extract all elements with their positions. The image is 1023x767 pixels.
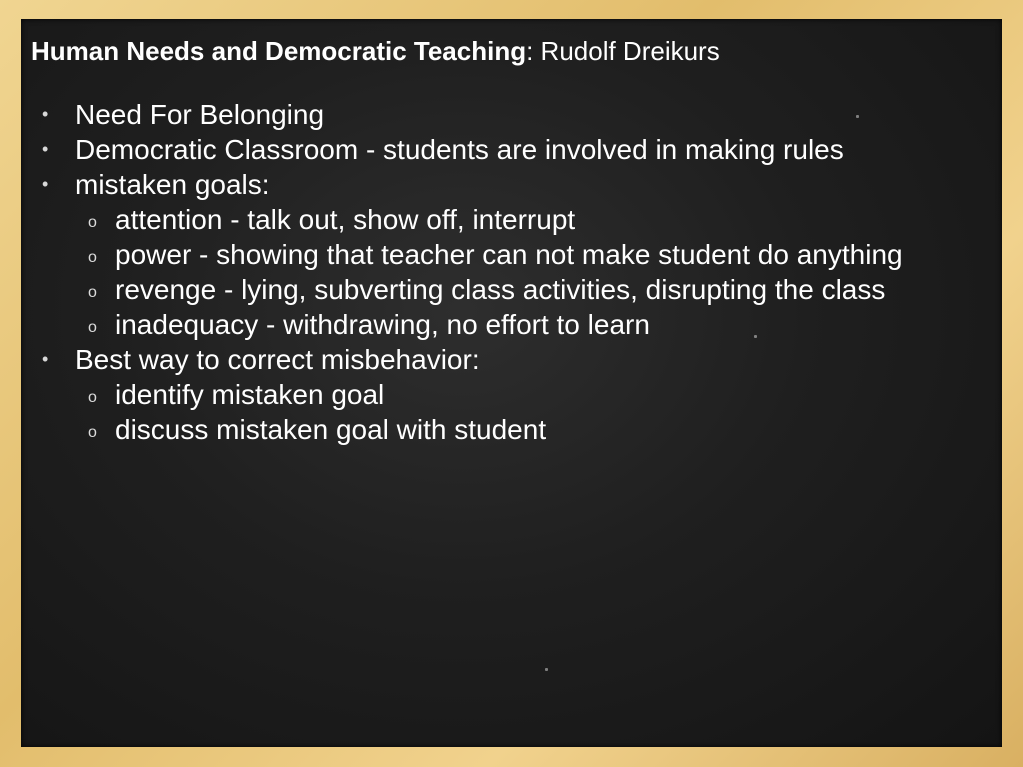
list-item-text: Best way to correct misbehavior: [75, 344, 480, 375]
list-item [31, 97, 992, 132]
sub-list-item-text: identify mistaken goal [115, 379, 385, 410]
title-author: : Rudolf Dreikurs [526, 36, 720, 66]
slide-title [31, 33, 992, 69]
sub-list-item [31, 307, 992, 342]
list-item-text: Need For Belonging [75, 99, 325, 130]
sub-list-item [31, 237, 992, 272]
sub-list-item-text: power - showing that teacher can not make student do anything [115, 239, 903, 270]
sub-bullet-icon: o [88, 214, 97, 231]
sub-bullet-icon: o [88, 284, 97, 301]
sub-list-item [31, 202, 992, 237]
list-item-text: Democratic Classroom - students are involved in making rules [75, 134, 844, 165]
sub-bullet-icon: o [88, 389, 97, 406]
sub-bullet-icon: o [88, 249, 97, 266]
sub-list-item-text: revenge - lying, subverting class activities, disrupting the class [115, 274, 886, 305]
sub-bullet-icon: o [88, 424, 97, 441]
sub-list-item-text: discuss mistaken goal with student [115, 414, 547, 445]
sub-bullet-icon: o [88, 319, 97, 336]
list-item-text: mistaken goals: [75, 169, 270, 200]
sub-list-item [31, 272, 992, 307]
chalkboard [21, 19, 1002, 747]
sub-list-item [31, 412, 992, 447]
bullet-icon: • [42, 174, 49, 194]
list-item [31, 342, 992, 447]
slide-content [31, 33, 992, 447]
bullet-icon: • [42, 349, 49, 369]
sub-list-item [31, 377, 992, 412]
list-item [31, 167, 992, 342]
sub-bullet-list [31, 202, 992, 342]
bullet-icon: • [42, 139, 49, 159]
sub-bullet-list [31, 377, 992, 447]
bullet-list [31, 97, 992, 447]
bullet-icon: • [42, 104, 49, 124]
sub-list-item-text: inadequacy - withdrawing, no effort to learn [115, 309, 650, 340]
list-item [31, 132, 992, 167]
title-main: Human Needs and Democratic Teaching [31, 36, 527, 66]
sub-list-item-text: attention - talk out, show off, interrupt [115, 204, 576, 235]
chalk-speck [545, 668, 548, 671]
